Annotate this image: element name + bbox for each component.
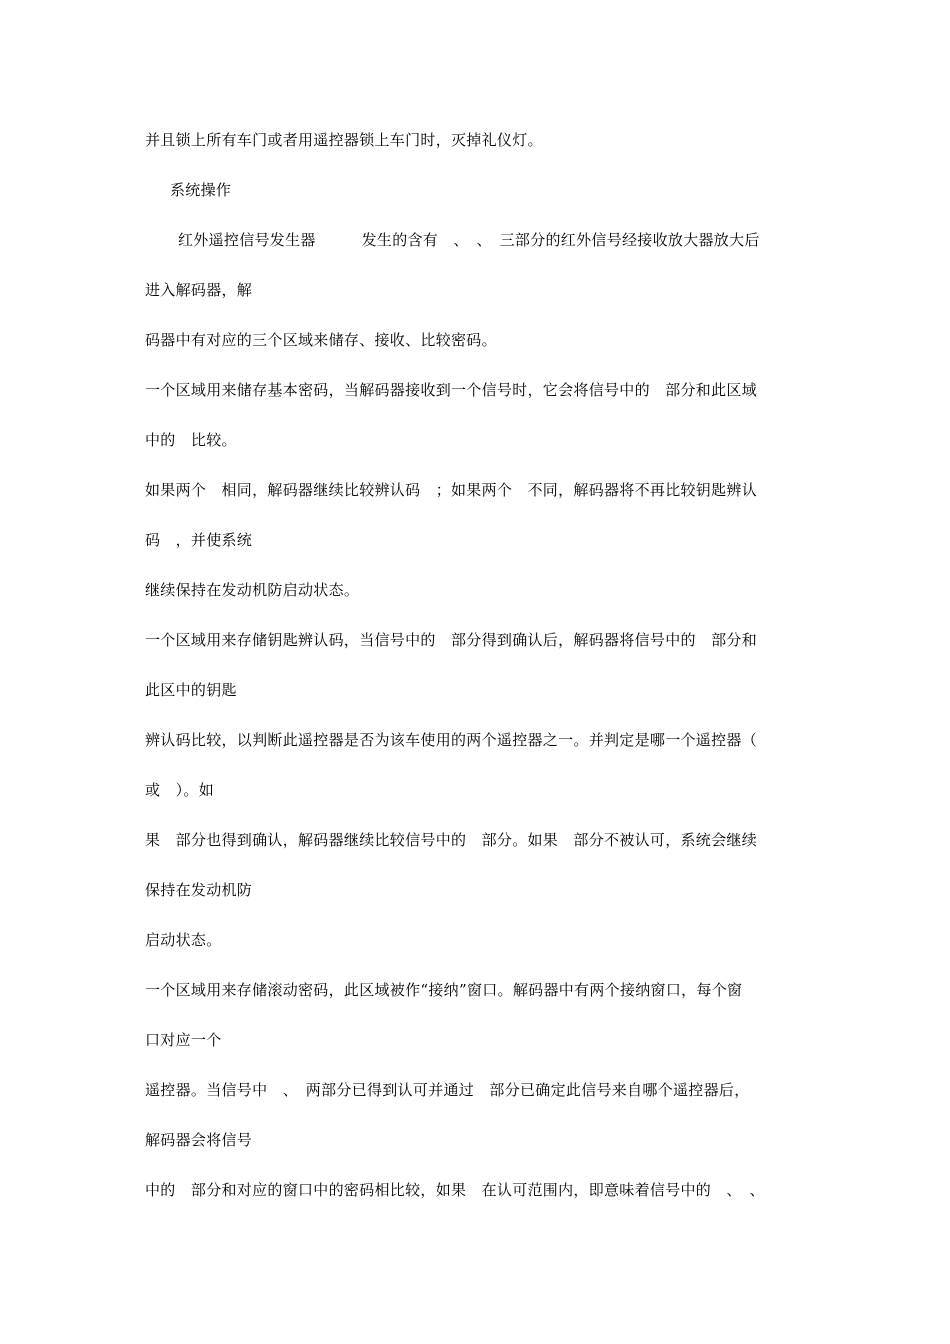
text-line-4: 进入解码器，解 xyxy=(145,281,253,299)
text-line-17: 启动状态。 xyxy=(145,931,222,949)
text-line-7: 中的 比较。 xyxy=(145,431,237,449)
text-line-3: 红外遥控信号发生器 发生的含有 、 、 三部分的红外信号经接收放大器放大后 xyxy=(178,231,760,249)
section-heading: 系统操作 xyxy=(170,181,232,199)
text-line-10: 继续保持在发动机防启动状态。 xyxy=(145,581,360,599)
text-line-5: 码器中有对应的三个区域来储存、接收、比较密码。 xyxy=(145,331,497,349)
text-line-15: 果 部分也得到确认，解码器继续比较信号中的 部分。如果 部分不被认可，系统会继续 xyxy=(145,831,758,849)
text-line-1: 并且锁上所有车门或者用遥控器锁上车门时，灭掉礼仪灯。 xyxy=(145,131,543,149)
text-line-14: 或 ）。如 xyxy=(145,781,215,799)
text-line-11: 一个区域用来存储钥匙辨认码，当信号中的 部分得到确认后，解码器将信号中的 部分和 xyxy=(145,631,758,649)
text-line-16: 保持在发动机防 xyxy=(145,881,253,899)
text-line-19: 口对应一个 xyxy=(145,1031,222,1049)
text-line-13: 辨认码比较，以判断此遥控器是否为该车使用的两个遥控器之一。并判定是哪一个遥控器（ xyxy=(145,731,758,749)
text-line-6: 一个区域用来储存基本密码，当解码器接收到一个信号时，它会将信号中的 部分和此区域 xyxy=(145,381,758,399)
text-line-18: 一个区域用来存储滚动密码，此区域被作“接纳”窗口。解码器中有两个接纳窗口，每个窗 xyxy=(145,981,743,999)
text-line-20: 遥控器。当信号中 、 两部分已得到认可并通过 部分已确定此信号来自哪个遥控器后， xyxy=(145,1081,750,1099)
text-line-8: 如果两个 相同，解码器继续比较辨认码 ；如果两个 不同，解码器将不再比较钥匙辨认 xyxy=(145,481,758,499)
text-line-9: 码 ，并使系统 xyxy=(145,531,253,549)
text-line-22: 中的 部分和对应的窗口中的密码相比较，如果 在认可范围内，即意味着信号中的 、 、 xyxy=(145,1181,765,1199)
text-line-21: 解码器会将信号 xyxy=(145,1131,253,1149)
text-line-12: 此区中的钥匙 xyxy=(145,681,237,699)
